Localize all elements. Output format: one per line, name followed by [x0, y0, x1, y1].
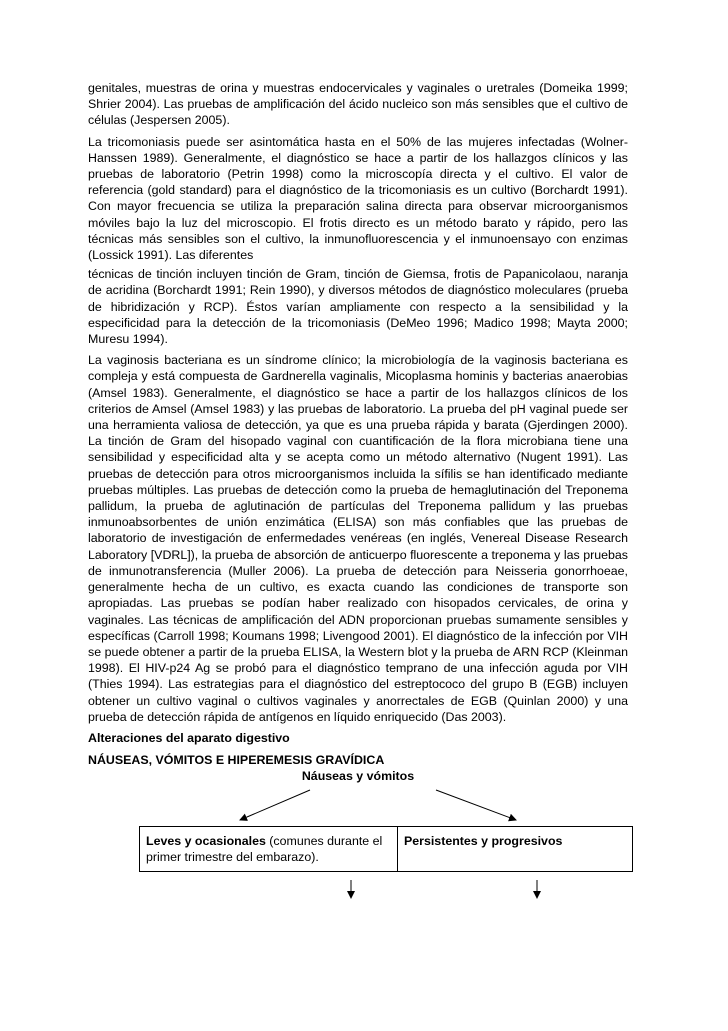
paragraph-3: técnicas de tinción incluyen tinción de Gram, tinción de Giemsa, frotis de Papanicolaou, naranja de acridina (Borchardt 1991; Rein 1990), y diversos métodos de diagnóstico moleculares (prueba de hibridización y RCP). Éstos varían ampliamente con respecto a la sensibilidad y la especificidad para la detección de la tricomoniasis (DeMeo 1996; Madico 1998; Mayta 2000; Muresu 1994). — [88, 267, 628, 347]
flowchart-root: Náuseas y vómitos — [301, 768, 415, 783]
flowchart-cell-mild — [140, 827, 398, 871]
section-heading: Alteraciones del aparato digestivo — [88, 730, 290, 745]
arrow-right — [436, 790, 516, 820]
paragraph-1: genitales, muestras de orina y muestras endocervicales y vaginales o uretrales (Domeika 1999; Shrier 2004). Las pruebas de amplificación del ácido nucleico son más sensibles que el cultivo de células (Jespersen 2005). — [88, 81, 628, 128]
paragraph-2: La tricomoniasis puede ser asintomática hasta en el 50% de las mujeres infectadas (Wolner-Hanssen 1989). Generalmente, el diagnóstico se hace a partir de los hallazgos clínicos y las pruebas de laboratorio (Petrin 1998) como la microscopía directa y el cultivo. El valor de referencia (gold standard) para el diagnóstico de la tricomoniasis es un cultivo (Borchardt 1991). Con mayor frecuencia se utiliza la preparación salina directa para observar microorganismos móviles bajo la luz del microscopio. El frotis directo es un método barato y rápido, pero las técnicas más sensibles son el cultivo, la inmunofluorescencia y el inmunoensayo con enzimas (Lossick 1991). Las diferentes — [88, 134, 628, 263]
arrow-left — [240, 790, 310, 820]
mild-description: (comunes durante el primer trimestre del embarazo). — [146, 833, 383, 864]
flowchart — [88, 768, 628, 928]
flowchart-cell-persistent: Persistentes y progresivos — [404, 833, 563, 848]
subsection-heading: NÁUSEAS, VÓMITOS E HIPEREMESIS GRAVÍDICA — [88, 752, 385, 767]
mild-label: Leves y ocasionales — [146, 833, 266, 848]
paragraph-4: La vaginosis bacteriana es un síndrome clínico; la microbiología de la vaginosis bacteriana es compleja y está compuesta de Gardnerella vaginalis, Micoplasma hominis y bacterias anaerobias (Amsel 1983). Generalmente, el diagnóstico se hace a partir de los hallazgos clínicos de los criterios de Amsel (Amsel 1983) y las pruebas de laboratorio. La prueba del pH vaginal puede ser una herramienta valiosa de detección, ya que es una prueba rápida y barata (Gjerdingen 2000). La tinción de Gram del hisopado vaginal con cuantificación de la flora microbiana tiene una sensibilidad y especificidad alta y se acepta como un método alternativo (Nugent 1991). Las pruebas de detección para otros microorganismos incluida la sífilis se han identificado mediante pruebas múltiples. Las pruebas de detección como la prueba de hemaglutinación del Treponema pallidum, la prueba de aglutinación de partículas del Treponema pallidum y las pruebas inmunoabsorbentes de unión enzimática (ELISA) son más confiables que las pruebas de laboratorio de investigación de enfermedades venéreas (en inglés, Venereal Disease Research Laboratory [VDRL]), la prueba de absorción de anticuerpo fluorescente a treponema y las pruebas de inmunotransferencia (Muller 2006). La prueba de detección para Neisseria gonorrhoeae, generalmente hecha de un cultivo, es exacta cuando las condiciones de transporte son apropiadas. Las pruebas se podían haber realizado con hisopados cervicales, de orina y vaginales. Las técnicas de amplificación del ADN proporcionan pruebas sumamente sensibles y específicas (Carroll 1998; Koumans 1998; Livengood 2001). El diagnóstico de la infección por VIH se puede obtener a partir de la prueba ELISA, la Western blot y la prueba de ARN RCP (Kleinman 1998). El HIV-p24 Ag se probó para el diagnóstico temprano de una infección aguda por VIH (Thies 1994). Las estrategias para el diagnóstico del estreptococo del grupo B (EGB) incluyen obtener un cultivo vaginal o cultivos vaginales y anorrectales de EGB (Quinlan 2000) y una prueba de detección rápida de antígenos en líquido enriquecido (Das 2003). — [88, 353, 628, 724]
flowchart-table — [139, 826, 633, 872]
document-page — [88, 80, 628, 928]
